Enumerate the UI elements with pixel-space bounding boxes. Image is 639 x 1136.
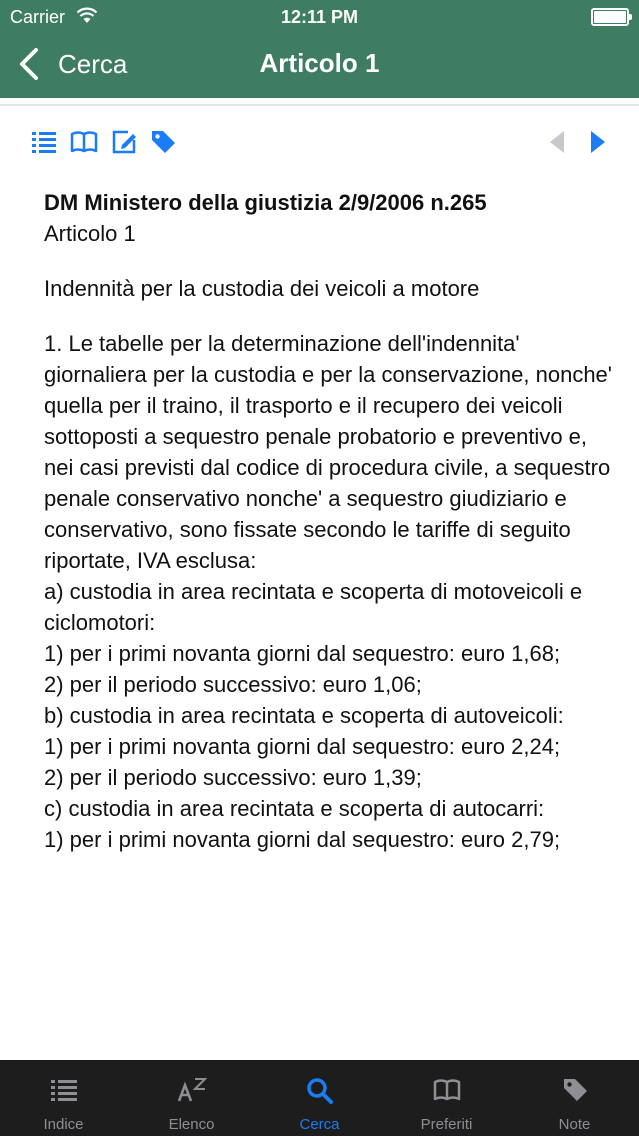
carrier-label: Carrier bbox=[10, 7, 66, 27]
tab-note[interactable] bbox=[511, 1060, 638, 1136]
article-body: 1. Le tabelle per la determinazione dell'indennita' giornaliera per la custodia e per la conservazione, nonche' quella per il traino, il trasporto e il recupero dei veicoli sottoposti a sequestro penale probatorio e preventivo e, nei casi previsti dal codice di procedura civile, a sequestro penale conservativo nonche' a sequestro giudiziario e conservativo, sono fissate secondo le tariffe di seguito riportate, IVA esclusa: a) custodia in area recintata e scoperta di motoveicoli e ciclomotori: 1) per i primi novanta giorni dal sequestro: euro 1,68; 2) per il periodo successivo: euro 1,06; b) custodia in area recintata e scoperta di autoveicoli: 1) per i primi novanta giorni dal sequestro: euro 2,24; 2) per il periodo successivo: euro 1,39; c) custodia in area recintata e scoperta di autocarri: 1) per i primi novanta giorni dal sequestro: euro 2,79; bbox=[44, 331, 612, 852]
tab-indice[interactable] bbox=[0, 1060, 127, 1136]
status-time: 12:11 PM bbox=[280, 7, 359, 27]
tab-label: Note bbox=[558, 1116, 591, 1133]
az-icon bbox=[177, 1076, 207, 1104]
page-title: Articolo 1 bbox=[259, 48, 380, 78]
status-bar bbox=[0, 0, 639, 32]
tab-label: Cerca bbox=[299, 1116, 340, 1133]
list-icon[interactable] bbox=[30, 128, 58, 156]
list-icon bbox=[49, 1076, 79, 1104]
battery-icon bbox=[591, 8, 629, 26]
article-content bbox=[44, 187, 614, 1029]
tab-cerca[interactable] bbox=[256, 1060, 383, 1136]
book-icon bbox=[432, 1076, 462, 1104]
next-arrow-icon[interactable] bbox=[584, 128, 612, 156]
book-icon[interactable] bbox=[70, 128, 98, 156]
tab-bar bbox=[0, 1060, 639, 1136]
tab-preferiti[interactable] bbox=[383, 1060, 510, 1136]
navigation-bar bbox=[0, 0, 639, 98]
tag-icon bbox=[560, 1076, 590, 1104]
article-toolbar bbox=[0, 118, 639, 162]
tab-label: Preferiti bbox=[420, 1116, 473, 1133]
document-title: DM Ministero della giustizia 2/9/2006 n.265 bbox=[44, 190, 487, 215]
tab-elenco[interactable] bbox=[128, 1060, 255, 1136]
tag-icon[interactable] bbox=[149, 128, 177, 156]
article-subject: Indennità per la custodia dei veicoli a motore bbox=[44, 276, 480, 301]
edit-icon[interactable] bbox=[110, 128, 138, 156]
divider bbox=[0, 104, 639, 106]
prev-arrow-icon[interactable] bbox=[544, 128, 572, 156]
tab-label: Elenco bbox=[168, 1116, 215, 1133]
tab-label: Indice bbox=[43, 1116, 84, 1133]
search-icon bbox=[305, 1076, 335, 1104]
back-label: Cerca bbox=[58, 48, 128, 79]
article-label: Articolo 1 bbox=[44, 221, 136, 246]
